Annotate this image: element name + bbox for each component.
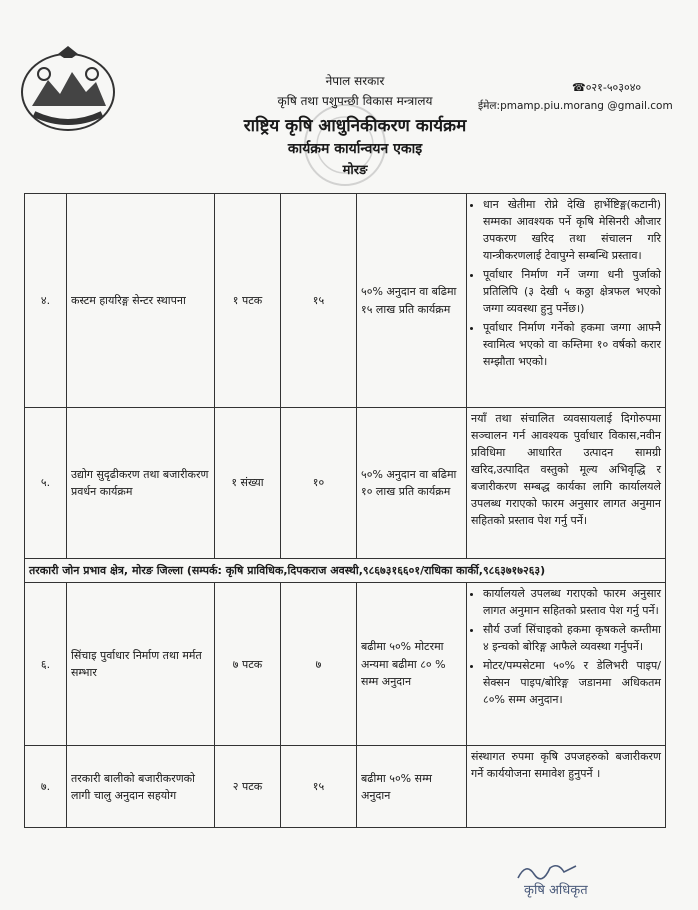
grant-text: ५०% अनुदान वा बढिमा १० लाख प्रति कार्यक्रम (357, 408, 467, 559)
program-title: राष्ट्रिय कृषि आधुनिकीकरण कार्यक्रम (243, 116, 467, 136)
requirements (467, 583, 666, 746)
requirement-item: • कार्यालयले उपलब्ध गराएको फारम अनुसार लागत अनुमान सहितको प्रस्ताव पेश गर्नु पर्ने। (483, 585, 661, 619)
program-name: तरकारी बालीको बजारीकरणको लागी चालु अनुदान सहयोग (67, 746, 215, 828)
ministry-name: कृषि तथा पशुपन्छी विकास मन्त्रालय (277, 94, 433, 108)
table-row (25, 408, 666, 559)
table-row (25, 194, 666, 408)
district-name: मोरङ (342, 163, 368, 178)
program-name: कस्टम हायरिङ्ग सेन्टर स्थापना (67, 194, 215, 408)
unit-count: १ पटक (215, 194, 281, 408)
days-count: १० (281, 408, 357, 559)
government-name: नेपाल सरकार (325, 74, 385, 88)
unit-count: १ संख्या (215, 408, 281, 559)
row-number: ४. (25, 194, 67, 408)
grant-text: बढीमा ५०% सम्म अनुदान (357, 746, 467, 828)
row-number: ६. (25, 583, 67, 746)
grant-text: ५०% अनुदान वा बढिमा १५ लाख प्रति कार्यक्रम (357, 194, 467, 408)
requirement-item: • सौर्य उर्जा सिंचाइको हकमा कृषकले कम्तीमा ४ इन्चको बोरिङ्ग आफैले व्यवस्था गर्नुपर्ने। (483, 621, 661, 655)
days-count: १५ (281, 746, 357, 828)
email-address: ईमेल:pmamp.piu.morang @gmail.com (478, 100, 673, 112)
zone-header: तरकारी जोन प्रभाव क्षेत्र, मोरङ जिल्ला (सम्पर्क: कृषि प्राविधिक,दिपकराज अवस्थी,९८६७३१६६०१/राधिका कार्की,९८६३७१७२६३) (25, 559, 666, 583)
row-number: ७. (25, 746, 67, 828)
grant-text: बढीमा ५०% मोटरमा अन्यमा बढीमा ८० % सम्म अनुदान (357, 583, 467, 746)
requirement-item: • धान खेतीमा रोप्ने देखि हार्भेष्टिङ्ग(कटानी) सम्मका आवश्यक पर्ने कृषि मेसिनरी औजार उपकरण खरिद तथा संचालन गरि यान्त्रीकरणलाई टेवापुग्ने सम्बन्धि प्रस्ताव। (483, 196, 661, 264)
program-name: सिंचाइ पुर्वाधार निर्माण तथा मर्मत सम्भार (67, 583, 215, 746)
program-table (24, 193, 666, 828)
table-row (25, 746, 666, 828)
unit-name: कार्यक्रम कार्यान्वयन एकाइ (287, 141, 423, 157)
requirement-item: • मोटर/पम्पसेटमा ५०% र डेलिभरी पाइप/सेक्सन पाइप/बोरिङ्ग जडानमा अधिकतम ८०% सम्म अनुदान। (483, 657, 661, 708)
requirements: नयाँ तथा संचालित व्यवसायलाई दिगोरुपमा सञ्चालन गर्न आवश्यक पुर्वाधार विकास,नवीन प्रविधिमा आधारित उत्पादन सामग्री खरिद,उत्पादित वस्तुको मूल्य अभिवृद्धि र बजारीकरण सम्बद्ध कार्यका लागि कार्यालयले उपलब्ध गराएको फारम अनुसार लागत अनुमान सहितको प्रस्ताव पेश गर्नु पर्ने। (467, 408, 666, 559)
row-number: ५. (25, 408, 67, 559)
unit-count: २ पटक (215, 746, 281, 828)
days-count: १५ (281, 194, 357, 408)
days-count: ७ (281, 583, 357, 746)
requirements (467, 194, 666, 408)
officer-title: कृषि अधिकृत (524, 883, 588, 898)
zone-row (25, 559, 666, 583)
phone-number: ☎०२१-५०३०४० (572, 81, 642, 94)
program-name: उद्योग सुदृढीकरण तथा बजारीकरण प्रवर्धन कार्यक्रम (67, 408, 215, 559)
nepal-emblem-icon (14, 44, 122, 136)
requirement-item: • पूर्वाधार निर्माण गर्ने जग्गा धनी पुर्जाको प्रतिलिपि (३ देखी ५ कठ्ठा क्षेत्रफल भएको जग्गा व्यवस्था हुनु पर्नेछ।) (483, 266, 661, 317)
requirement-item: • पूर्वाधार निर्माण गर्नेको हकमा जग्गा आफ्नै स्वामित्व भएको वा कम्तिमा १० वर्षको करार सम्झौता भएको। (483, 319, 661, 370)
table-row (25, 583, 666, 746)
unit-count: ७ पटक (215, 583, 281, 746)
requirements: संस्थागत रुपमा कृषि उपजहरुको बजारीकरण गर्ने कार्ययोजना समावेश हुनुपर्ने । (467, 746, 666, 828)
